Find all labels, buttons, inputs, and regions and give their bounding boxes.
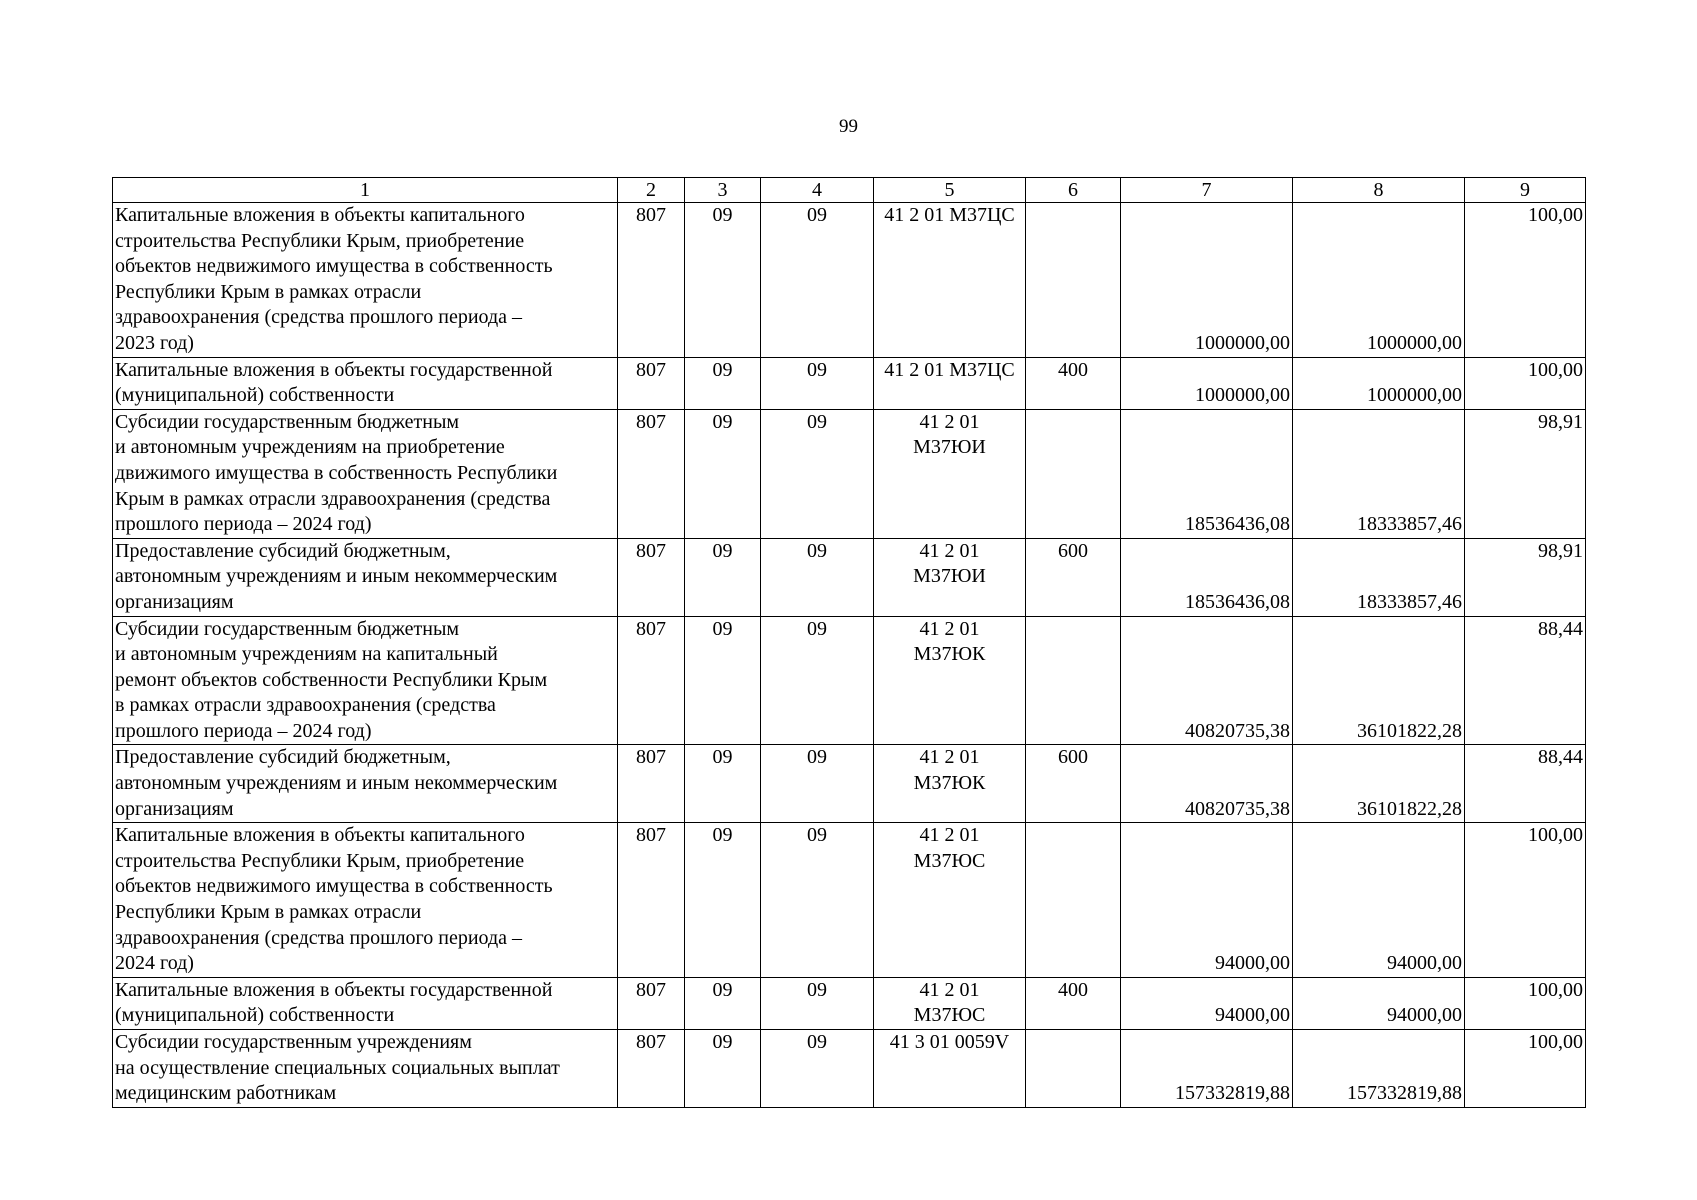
amount-col8-cell: 1000000,00 xyxy=(1293,357,1465,409)
amount-col8-cell: 18333857,46 xyxy=(1293,538,1465,616)
percent-cell: 100,00 xyxy=(1465,357,1586,409)
razdel-cell: 09 xyxy=(685,357,761,409)
page-number: 99 xyxy=(839,116,858,137)
row-name-cell: Капитальные вложения в объекты государственной (муниципальной) собственности xyxy=(113,977,618,1029)
row-name-cell: Предоставление субсидий бюджетным, автономным учреждениям и иным некоммерческим организациям xyxy=(113,538,618,616)
table-row xyxy=(113,977,1586,1029)
target-article-cell: 41 2 01 М37ЮИ xyxy=(874,538,1026,616)
podrazdel-cell: 09 xyxy=(761,357,874,409)
column-header: 8 xyxy=(1293,178,1465,203)
percent-cell: 100,00 xyxy=(1465,1030,1586,1108)
budget-table xyxy=(112,177,1586,1108)
amount-col8-cell: 18333857,46 xyxy=(1293,409,1465,538)
amount-col7-cell: 40820735,38 xyxy=(1121,745,1293,823)
podrazdel-cell: 09 xyxy=(761,977,874,1029)
razdel-cell: 09 xyxy=(685,1030,761,1108)
target-article-cell: 41 2 01 М37ЮК xyxy=(874,745,1026,823)
target-article-cell: 41 3 01 0059V xyxy=(874,1030,1026,1108)
glava-cell: 807 xyxy=(618,1030,685,1108)
glava-cell: 807 xyxy=(618,409,685,538)
column-header: 4 xyxy=(761,178,874,203)
table-row xyxy=(113,1030,1586,1108)
target-article-cell: 41 2 01 М37ЦС xyxy=(874,203,1026,358)
row-name-cell: Предоставление субсидий бюджетным, автономным учреждениям и иным некоммерческим организациям xyxy=(113,745,618,823)
amount-col7-cell: 1000000,00 xyxy=(1121,357,1293,409)
percent-cell: 100,00 xyxy=(1465,823,1586,978)
glava-cell: 807 xyxy=(618,357,685,409)
podrazdel-cell: 09 xyxy=(761,538,874,616)
column-header: 6 xyxy=(1026,178,1121,203)
amount-col8-cell: 94000,00 xyxy=(1293,823,1465,978)
header-row xyxy=(113,178,1586,203)
target-article-cell: 41 2 01 М37ЮК xyxy=(874,616,1026,745)
column-header: 1 xyxy=(113,178,618,203)
amount-col7-cell: 18536436,08 xyxy=(1121,538,1293,616)
column-header: 5 xyxy=(874,178,1026,203)
amount-col8-cell: 94000,00 xyxy=(1293,977,1465,1029)
expense-type-cell xyxy=(1026,823,1121,978)
podrazdel-cell: 09 xyxy=(761,409,874,538)
amount-col7-cell: 94000,00 xyxy=(1121,823,1293,978)
expense-type-cell: 600 xyxy=(1026,538,1121,616)
expense-type-cell xyxy=(1026,1030,1121,1108)
expense-type-cell: 600 xyxy=(1026,745,1121,823)
percent-cell: 88,44 xyxy=(1465,616,1586,745)
razdel-cell: 09 xyxy=(685,977,761,1029)
column-header: 2 xyxy=(618,178,685,203)
razdel-cell: 09 xyxy=(685,409,761,538)
glava-cell: 807 xyxy=(618,538,685,616)
target-article-cell: 41 2 01 М37ЮИ xyxy=(874,409,1026,538)
amount-col8-cell: 1000000,00 xyxy=(1293,203,1465,358)
row-name-cell: Субсидии государственным бюджетным и автономным учреждениям на приобретение движимого имущества в собственность Республики Крым в рамках отрасли здравоохранения (средства прошлого периода – 2024 год) xyxy=(113,409,618,538)
target-article-cell: 41 2 01 М37ЮС xyxy=(874,823,1026,978)
amount-col7-cell: 1000000,00 xyxy=(1121,203,1293,358)
table-row xyxy=(113,409,1586,538)
glava-cell: 807 xyxy=(618,977,685,1029)
table-row xyxy=(113,823,1586,978)
row-name-cell: Капитальные вложения в объекты капитального строительства Республики Крым, приобретение объектов недвижимого имущества в собственность Республики Крым в рамках отрасли здравоохранения (средства прошлого периода – 2024 год) xyxy=(113,823,618,978)
table-row xyxy=(113,203,1586,358)
razdel-cell: 09 xyxy=(685,745,761,823)
glava-cell: 807 xyxy=(618,823,685,978)
expense-type-cell xyxy=(1026,409,1121,538)
amount-col8-cell: 36101822,28 xyxy=(1293,745,1465,823)
percent-cell: 100,00 xyxy=(1465,977,1586,1029)
glava-cell: 807 xyxy=(618,745,685,823)
expense-type-cell xyxy=(1026,616,1121,745)
amount-col7-cell: 18536436,08 xyxy=(1121,409,1293,538)
percent-cell: 100,00 xyxy=(1465,203,1586,358)
expense-type-cell xyxy=(1026,203,1121,358)
column-header: 9 xyxy=(1465,178,1586,203)
table-row xyxy=(113,745,1586,823)
podrazdel-cell: 09 xyxy=(761,616,874,745)
column-header: 7 xyxy=(1121,178,1293,203)
amount-col7-cell: 94000,00 xyxy=(1121,977,1293,1029)
target-article-cell: 41 2 01 М37ЦС xyxy=(874,357,1026,409)
table-row xyxy=(113,357,1586,409)
expense-type-cell: 400 xyxy=(1026,977,1121,1029)
amount-col8-cell: 157332819,88 xyxy=(1293,1030,1465,1108)
column-header: 3 xyxy=(685,178,761,203)
row-name-cell: Субсидии государственным учреждениям на осуществление специальных социальных выплат медицинским работникам xyxy=(113,1030,618,1108)
target-article-cell: 41 2 01 М37ЮС xyxy=(874,977,1026,1029)
row-name-cell: Капитальные вложения в объекты государственной (муниципальной) собственности xyxy=(113,357,618,409)
razdel-cell: 09 xyxy=(685,823,761,978)
amount-col7-cell: 157332819,88 xyxy=(1121,1030,1293,1108)
row-name-cell: Капитальные вложения в объекты капитального строительства Республики Крым, приобретение объектов недвижимого имущества в собственность Республики Крым в рамках отрасли здравоохранения (средства прошлого периода – 2023 год) xyxy=(113,203,618,358)
podrazdel-cell: 09 xyxy=(761,1030,874,1108)
razdel-cell: 09 xyxy=(685,538,761,616)
amount-col7-cell: 40820735,38 xyxy=(1121,616,1293,745)
razdel-cell: 09 xyxy=(685,203,761,358)
expense-type-cell: 400 xyxy=(1026,357,1121,409)
table-row xyxy=(113,538,1586,616)
table-body xyxy=(113,178,1586,1108)
percent-cell: 88,44 xyxy=(1465,745,1586,823)
amount-col8-cell: 36101822,28 xyxy=(1293,616,1465,745)
percent-cell: 98,91 xyxy=(1465,538,1586,616)
razdel-cell: 09 xyxy=(685,616,761,745)
percent-cell: 98,91 xyxy=(1465,409,1586,538)
podrazdel-cell: 09 xyxy=(761,203,874,358)
podrazdel-cell: 09 xyxy=(761,823,874,978)
table-row xyxy=(113,616,1586,745)
podrazdel-cell: 09 xyxy=(761,745,874,823)
glava-cell: 807 xyxy=(618,616,685,745)
glava-cell: 807 xyxy=(618,203,685,358)
row-name-cell: Субсидии государственным бюджетным и автономным учреждениям на капитальный ремонт объектов собственности Республики Крым в рамках отрасли здравоохранения (средства прошлого периода – 2024 год) xyxy=(113,616,618,745)
